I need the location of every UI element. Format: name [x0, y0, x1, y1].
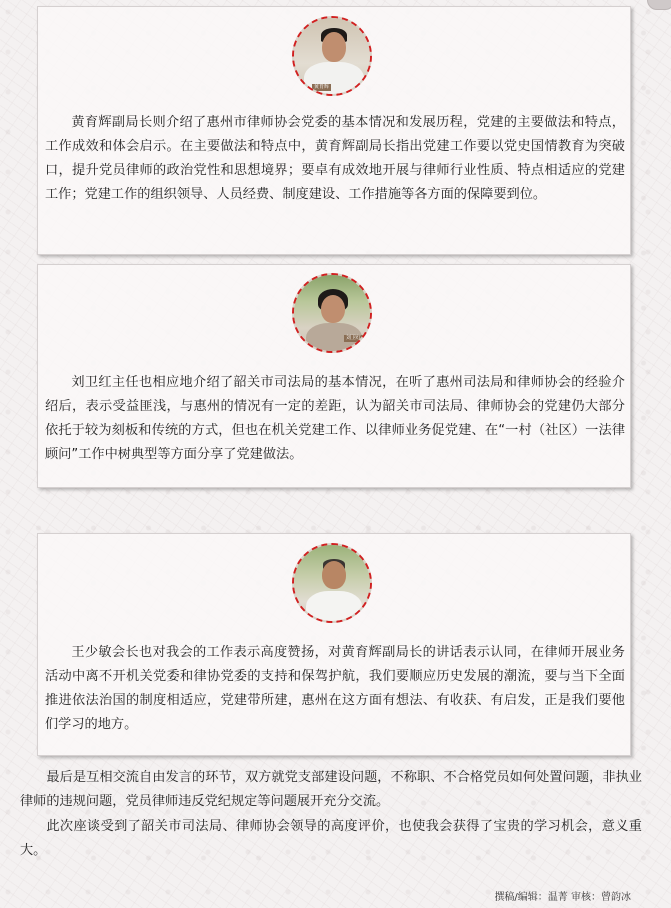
- editor-credit: 撰稿/编辑：温菁 审核：曾韵冰: [494, 892, 631, 903]
- photo-caption: 黄育辉: [314, 84, 330, 90]
- speaker-photo: [292, 273, 372, 353]
- closing-paragraph: 此次座谈受到了韶关市司法局、律师协会领导的高度评价，也使我会获得了宝贵的学习机会，意义重大。: [20, 819, 642, 858]
- speaker-paragraph: 王少敏会长也对我会的工作表示高度赞扬，对黄育辉副局长的讲话表示认同，在律师开展业务活动中离不开机关党委和律协党委的支持和保驾护航，我们要顺应历史发展的潮流，要与当下全面推进依法治国的制度相适应，党建带所建，惠州在这方面有想法、有收获、有启发，正是我们要他们学习的地方。: [45, 645, 625, 732]
- speaker-card-1: [37, 6, 631, 255]
- speaker-paragraph: 黄育辉副局长则介绍了惠州市律师协会党委的基本情况和发展历程，党建的主要做法和特点，工作成效和体会启示。在主要做法和特点中，黄育辉副局长指出党建工作要以党史国情教育为突破口，提升党员律师的政治党性和思想境界；要卓有成效地开展与律师行业性质、特点相适应的党建工作；党建工作的组织领导、人员经费、制度建设、工作措施等各方面的保障要到位。: [45, 115, 625, 202]
- speaker-photo: [292, 543, 372, 623]
- speaker-card-3: [37, 533, 631, 756]
- speaker-card-2: [37, 264, 631, 488]
- corner-decoration: [647, 0, 671, 10]
- speaker-photo: [292, 16, 372, 96]
- speaker-paragraph: 刘卫红主任也相应地介绍了韶关市司法局的基本情况，在听了惠州司法局和律师协会的经验介绍后，表示受益匪浅，与惠州的情况有一定的差距，认为韶关市司法局、律师协会的党建仍大部分依托于较为刻板和传统的方式，但也在机关党建工作、以律师业务促党建、在“一村（社区）一法律顾问”工作中树典型等方面分享了党建做法。: [45, 375, 625, 462]
- closing-paragraph: 最后是互相交流自由发言的环节，双方就党支部建设问题，不称职、不合格党员如何处置问题，非执业律师的违规问题，党员律师违反党纪规定等问题展开充分交流。: [20, 770, 642, 809]
- photo-caption: 刘卫红: [346, 335, 362, 341]
